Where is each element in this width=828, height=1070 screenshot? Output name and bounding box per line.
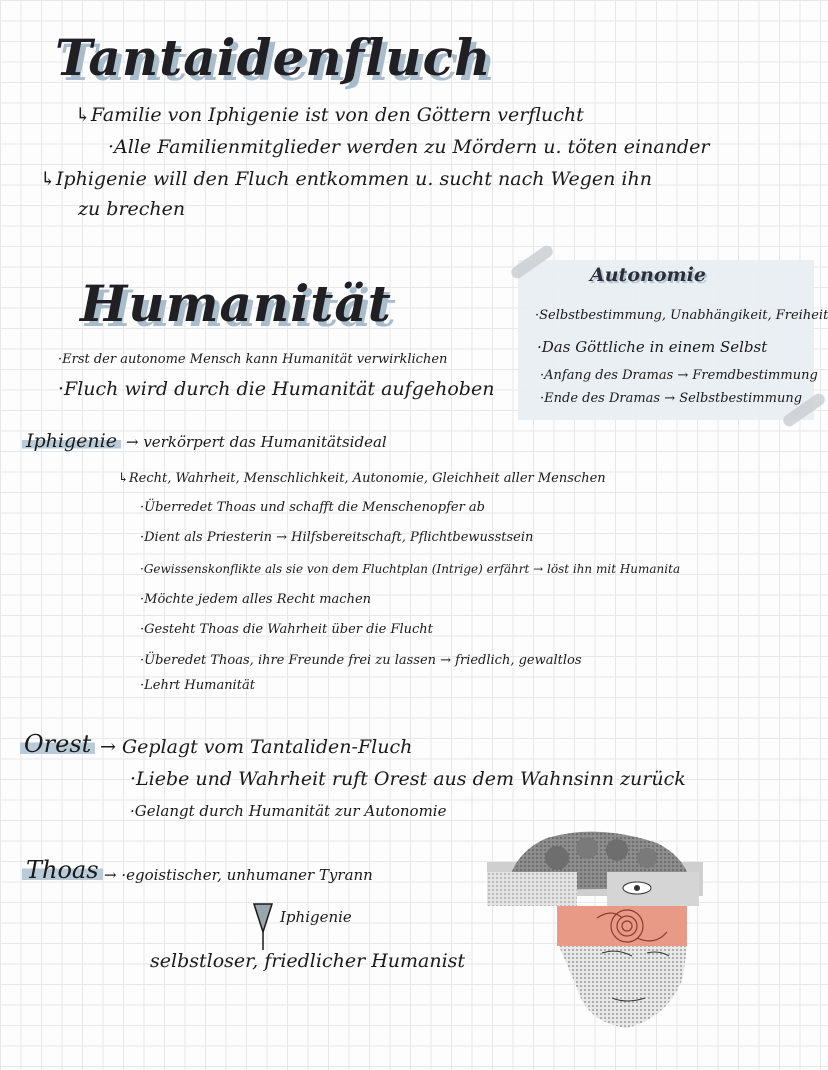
autonomie-line: ·Ende des Dramas → Selbstbestimmung [540,391,803,406]
orest-label-text: Orest [20,730,95,758]
text-line: zu brechen [78,198,186,220]
autonomie-line: ·Das Göttliche in einem Selbst [537,338,768,356]
autonomie-line: ·Selbstbestimmung, Unabhängikeit, Freiheit [535,308,828,323]
section-title-tantaidenfluch: Tantaidenfluch [55,28,492,87]
orest-point: ·Gelangt durch Humanität zur Autonomie [130,802,447,820]
iphigenie-point: ·Möchte jedem alles Recht machen [140,592,372,607]
iphigenie-point: ·Gesteht Thoas die Wahrheit über die Flucht [140,622,433,637]
arrow-down-icon [252,902,274,954]
thoas-via: Iphigenie [280,908,352,926]
iphigenie-label-text: Iphigenie [22,430,121,452]
text-line: ·Alle Familienmitglieder werden zu Mördern u. töten einander [108,136,710,158]
orest-point: ·Liebe und Wahrheit ruft Orest aus dem Wahnsinn zurück [130,768,686,790]
iphigenie-sub: ↳Recht, Wahrheit, Menschlichkeit, Autonomie, Gleichheit aller Menschen [118,471,606,486]
text-line: ↳Familie von Iphigenie ist von den Göttern verflucht [75,104,584,126]
thoas-label-text: Thoas [22,856,103,884]
statue-collage-icon [487,828,711,1038]
orest-label [20,730,95,758]
iphigenie-label [22,430,121,452]
thoas-before: → ·egoistischer, unhumaner Tyrann [104,866,373,884]
thoas-after: selbstloser, friedlicher Humanist [150,950,466,972]
section-title-humanitaet: Humanität [80,274,392,333]
autonomie-title: Autonomie [590,264,706,286]
iphigenie-point: ·Überedet Thoas, ihre Freunde frei zu lassen → friedlich, gewaltlos [140,653,582,668]
iphigenie-point: ·Überredet Thoas und schafft die Menschenopfer ab [140,500,486,515]
iphigenie-point: ·Gewissenskonflikte als sie von dem Fluchtplan (Intrige) erfährt → löst ihn mit Humanita [140,562,681,576]
text-line: ↳Iphigenie will den Fluch entkommen u. sucht nach Wegen ihn [40,168,652,190]
autonomie-line: ·Anfang des Dramas → Fremdbestimmung [540,368,818,383]
text-line: ·Erst der autonome Mensch kann Humanität verwirklichen [58,352,448,367]
orest-point: → Geplagt vom Tantaliden-Fluch [100,736,413,758]
text-line: ·Fluch wird durch die Humanität aufgehoben [58,378,495,400]
thoas-label [22,856,103,884]
iphigenie-arrow-text: → verkörpert das Humanitätsideal [126,433,387,451]
iphigenie-point: ·Dient als Priesterin → Hilfsbereitschaft, Pflichtbewusstsein [140,530,534,545]
iphigenie-point: ·Lehrt Humanität [140,678,255,693]
